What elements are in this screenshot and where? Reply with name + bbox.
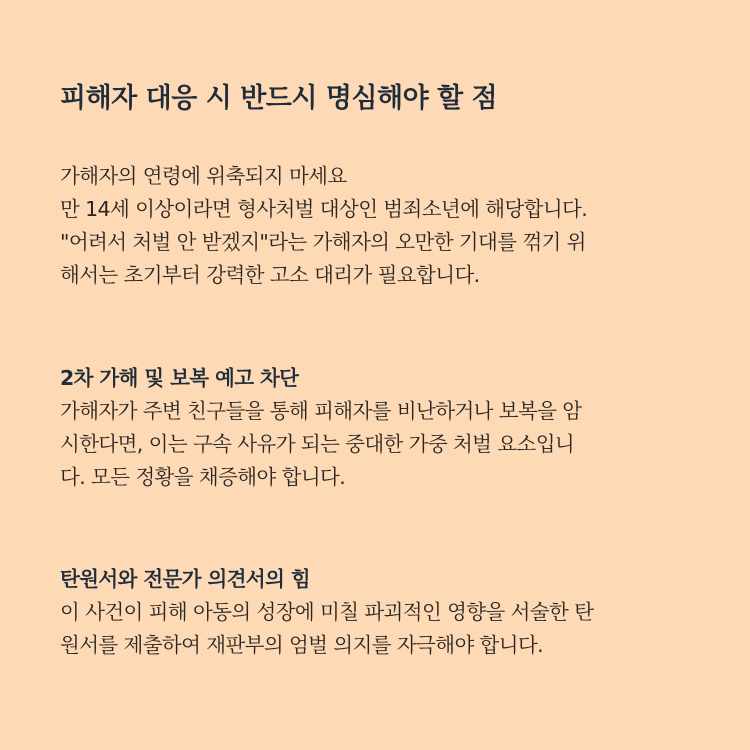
section-line: 가해자가 주변 친구들을 통해 피해자를 비난하거나 보복을 암 (60, 399, 582, 423)
section-line: 이 사건이 피해 아동의 성장에 미칠 파괴적인 영향을 서술한 탄 (60, 600, 594, 624)
section-retaliation (60, 362, 700, 494)
page-title: 피해자 대응 시 반드시 명심해야 할 점 (60, 83, 498, 114)
section-line: 시한다면, 이는 구속 사유가 되는 중대한 가중 처벌 요소입니 (60, 432, 575, 456)
section-line: 원서를 제출하여 재판부의 엄벌 의지를 자극해야 합니다. (60, 633, 544, 657)
section-line: 해서는 초기부터 강력한 고소 대리가 필요합니다. (60, 263, 480, 287)
section-line: 만 14세 이상이라면 형사처벌 대상인 범죄소년에 해당합니다. (60, 197, 588, 221)
section-heading: 탄원서와 전문가 의견서의 힘 (60, 567, 311, 591)
section-line: "어려서 처벌 안 받겠지"라는 가해자의 오만한 기대를 꺾기 위 (60, 230, 586, 254)
section-age (60, 160, 700, 292)
section-line: 다. 모든 정황을 채증해야 합니다. (60, 465, 346, 489)
section-petition (60, 563, 700, 662)
section-heading: 2차 가해 및 보복 예고 차단 (60, 366, 299, 390)
section-line: 가해자의 연령에 위축되지 마세요 (60, 164, 347, 188)
